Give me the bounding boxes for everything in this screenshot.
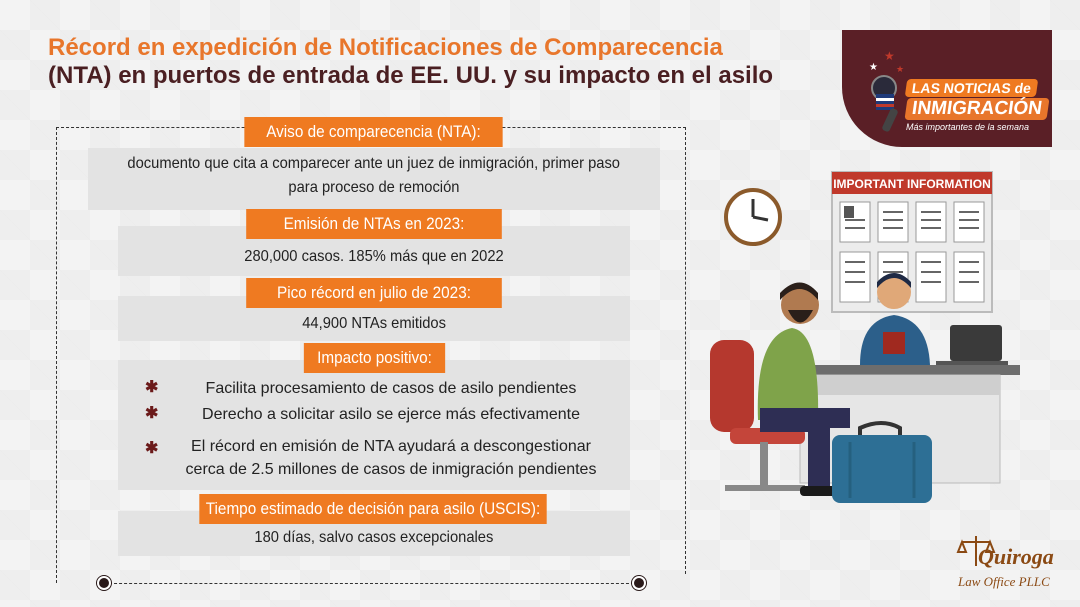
impact-bullet-1-text: Facilita procesamiento de casos de asilo pendientes <box>205 380 577 397</box>
clock-icon <box>726 190 780 244</box>
badge-line-3: Más importantes de la semana <box>906 122 1030 132</box>
title-line-2: (NTA) en puertos de entrada de EE. UU. y su impacto en el asilo <box>48 62 774 89</box>
asterisk-icon: ✱ <box>145 405 159 422</box>
emission-2023-text: 280,000 casos. 185% más que en 2022 <box>244 248 504 265</box>
title-line-1: Récord en expedición de Notificaciones de Comparecencia <box>48 34 723 61</box>
frame-dot-left <box>97 576 111 590</box>
frame-bottom-border <box>104 583 639 584</box>
impact-bullet-2-text: Derecho a solicitar asilo se ejerce más efectivamente <box>202 406 580 423</box>
emission-2023-label: Emisión de NTAs en 2023: <box>246 209 502 239</box>
decision-time-label: Tiempo estimado de decisión para asilo (USCIS): <box>199 494 546 524</box>
impact-bullet-1 <box>145 377 615 400</box>
office-illustration <box>700 160 1040 510</box>
impact-bullet-3-line-1: El récord en emisión de NTA ayudará a descongestionar <box>191 438 591 455</box>
law-office-subtitle: Law Office PLLC <box>958 574 1050 589</box>
news-badge-logo <box>842 30 1052 147</box>
frame-left-border <box>56 127 57 583</box>
svg-text:★: ★ <box>884 49 895 63</box>
nta-definition-box <box>88 148 660 210</box>
badge-line-2: INMIGRACIÓN <box>904 98 1049 120</box>
board-title: IMPORTANT INFORMATION <box>833 177 991 191</box>
frame-dot-right <box>632 576 646 590</box>
impact-bullet-3 <box>145 435 615 481</box>
asterisk-icon: ✱ <box>145 440 159 457</box>
peak-july-text: 44,900 NTAs emitidos <box>302 315 446 332</box>
svg-text:★: ★ <box>896 65 905 75</box>
peak-july-label: Pico récord en julio de 2023: <box>246 278 502 308</box>
impact-bullet-3-line-2: cerca de 2.5 millones de casos de inmigración pendientes <box>185 461 597 478</box>
frame-right-border <box>685 127 686 574</box>
positive-impact-label: Impacto positivo: <box>304 343 445 373</box>
page-title <box>48 34 828 90</box>
nta-definition-line-1: documento que cita a comparecer ante un juez de inmigración, primer paso <box>127 155 621 172</box>
decision-time-text: 180 días, salvo casos excepcionales <box>254 529 494 546</box>
nta-definition-label: Aviso de comparecencia (NTA): <box>244 117 502 147</box>
law-office-name: Quiroga <box>978 544 1054 569</box>
nta-definition-line-2: para proceso de remoción <box>288 179 460 196</box>
badge-line-1: LAS NOTICIAS de <box>905 79 1039 97</box>
impact-bullet-2 <box>145 403 615 426</box>
asterisk-icon: ✱ <box>145 379 159 396</box>
svg-text:★: ★ <box>869 62 878 73</box>
